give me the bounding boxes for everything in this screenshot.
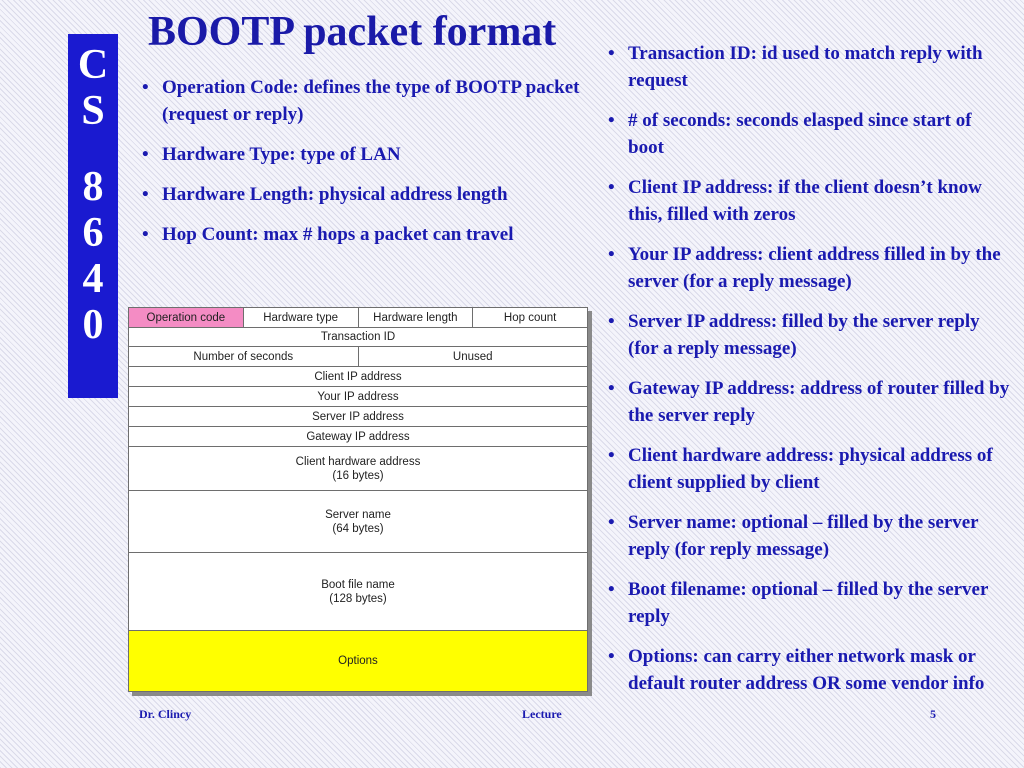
packet-row-your-ip [129, 387, 587, 407]
field-gateway-ip: Gateway IP address [306, 430, 410, 443]
bootp-packet-diagram [128, 307, 588, 692]
bullet-boot-filename: • Boot filename: optional – filled by the server reply [602, 576, 1012, 630]
packet-row-seconds [129, 347, 587, 367]
field-transaction-id: Transaction ID [320, 331, 396, 343]
left-bullet-list [136, 74, 596, 261]
packet-row-server-ip [129, 407, 587, 427]
field-operation-code: Operation code [129, 308, 244, 327]
bullet-your-ip: • Your IP address: client address filled in by the server (for a reply message) [602, 241, 1012, 295]
footer-center: Lecture [522, 707, 562, 721]
course-char: 0 [82, 302, 104, 348]
field-hardware-length: Hardware length [359, 308, 474, 327]
bullet-hw-length: • Hardware Length: physical address length [136, 181, 596, 208]
course-label-box [68, 34, 118, 398]
course-char: S [81, 88, 105, 134]
field-client-ip: Client IP address [314, 370, 402, 383]
field-client-hardware-address [129, 447, 587, 490]
bullet-hw-type: • Hardware Type: type of LAN [136, 141, 596, 168]
boot-file-size: (128 bytes) [329, 592, 387, 605]
client-hw-size: (16 bytes) [332, 469, 384, 482]
field-unused: Unused [452, 350, 493, 363]
bullet-client-hw: • Client hardware address: physical address of client supplied by client [602, 442, 1012, 496]
packet-row-transaction [129, 328, 587, 347]
field-server-ip: Server IP address [312, 410, 404, 423]
footer-page-number: 5 [930, 707, 936, 721]
packet-row-gateway-ip [129, 427, 587, 447]
bullet-seconds: • # of seconds: seconds elasped since start of boot [602, 107, 1012, 161]
bullet-client-ip: • Client IP address: if the client doesn’t know this, filled with zeros [602, 174, 1012, 228]
field-hardware-type: Hardware type [244, 308, 359, 327]
field-hop-count: Hop count [503, 311, 557, 324]
packet-row-header [129, 308, 587, 328]
bullet-hop-count: • Hop Count: max # hops a packet can travel [136, 221, 596, 248]
client-hw-label: Client hardware address [295, 455, 421, 468]
packet-row-client-ip [129, 367, 587, 387]
field-server-name [129, 491, 587, 552]
bullet-gateway-ip: • Gateway IP address: address of router filled by the server reply [602, 375, 1012, 429]
server-name-label: Server name [325, 508, 391, 521]
boot-file-label: Boot file name [321, 578, 395, 591]
course-char: 4 [82, 256, 104, 302]
right-bullet-list [602, 40, 1012, 710]
field-boot-file-name [129, 553, 587, 630]
packet-row-server-name [129, 491, 587, 553]
server-name-size: (64 bytes) [332, 522, 384, 535]
bullet-server-ip: • Server IP address: filled by the server reply (for a reply message) [602, 308, 1012, 362]
field-your-ip: Your IP address [317, 390, 399, 403]
field-options: Options [129, 631, 587, 691]
bullet-transaction-id: • Transaction ID: id used to match reply with request [602, 40, 1012, 94]
bullet-op-code: • Operation Code: defines the type of BOOTP packet (request or reply) [136, 74, 596, 128]
bullet-server-name: • Server name: optional – filled by the server reply (for reply message) [602, 509, 1012, 563]
packet-row-boot-file [129, 553, 587, 631]
packet-row-client-hw [129, 447, 587, 491]
footer-author: Dr. Clincy [139, 707, 192, 721]
course-char: C [77, 42, 109, 88]
slide-title: BOOTP packet format [148, 9, 557, 55]
packet-row-options [129, 631, 587, 691]
course-char: 8 [82, 164, 104, 210]
field-number-of-seconds: Number of seconds [129, 347, 359, 366]
bullet-options: • Options: can carry either network mask or default router address OR some vendor info [602, 643, 1012, 697]
course-char: 6 [82, 210, 104, 256]
